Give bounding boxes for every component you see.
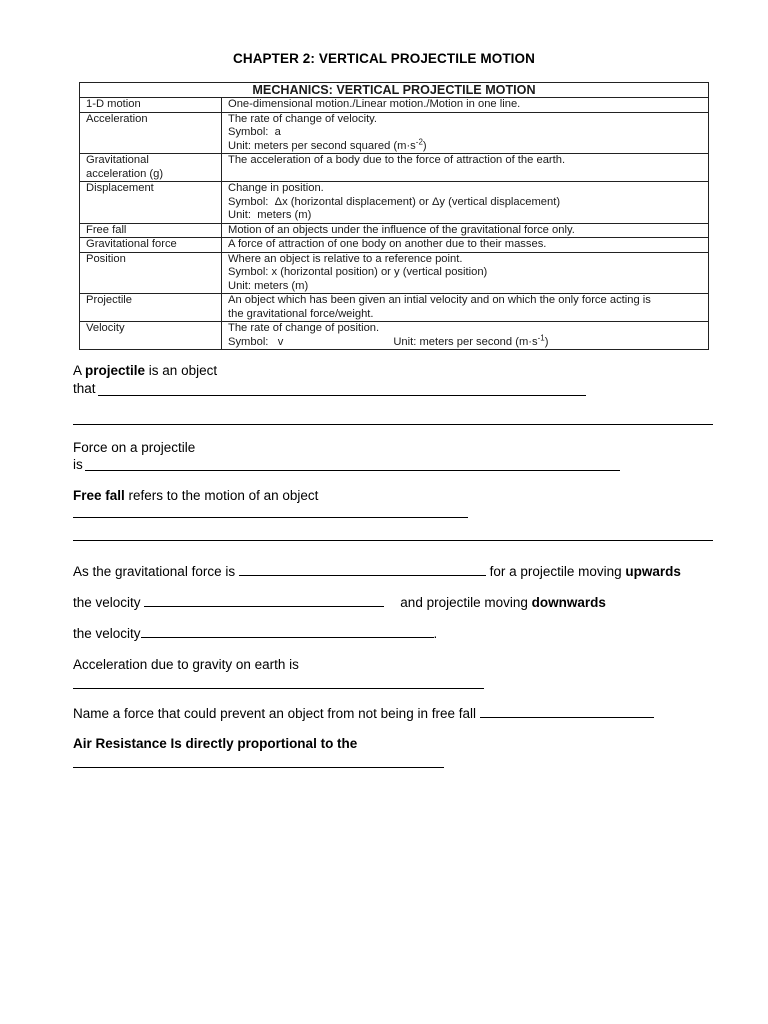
question-velocity: the velocity .: [73, 626, 438, 641]
term-cell: Gravitational acceleration (g): [80, 154, 222, 182]
question-prevent-free-fall: Name a force that could prevent an object from not being in free fall: [73, 705, 654, 722]
question-free-fall: Free fall refers to the motion of an object: [73, 488, 319, 503]
term-cell: Projectile: [80, 294, 222, 322]
question-velocity-downwards: the velocity and projectile moving downwards: [73, 595, 606, 610]
table-row: [80, 294, 709, 322]
question-air-resistance: Air Resistance Is directly proportional to the: [73, 736, 358, 751]
definition-cell: One-dimensional motion./Linear motion./Motion in one line.: [222, 98, 709, 113]
question-projectile: A projectile is an object: [73, 363, 218, 378]
question-projectile-that: that: [73, 381, 96, 396]
definition-cell: The rate of change of velocity. Symbol: a Unit: meters per second squared $(m\cdot s^{-2})$: [222, 112, 709, 154]
term-cell: Displacement: [80, 182, 222, 224]
table-row: [80, 252, 709, 294]
definition-cell: Change in position. Symbol: Δx (horizontal displacement) or Δy (vertical displacement) Unit: meters (m): [222, 182, 709, 224]
answer-blank[interactable]: [73, 688, 484, 689]
definition-cell: A force of attraction of one body on another due to their masses.: [222, 238, 709, 253]
term-cell: Acceleration: [80, 112, 222, 154]
definitions-table: [79, 82, 709, 350]
question-force: Force on a projectile: [73, 440, 196, 455]
definition-cell: An object which has been given an intial velocity and on which the only force acting is the gravitational force/weight.: [222, 294, 709, 322]
table-row: [80, 112, 709, 154]
definition-cell: The acceleration of a body due to the force of attraction of the earth.: [222, 154, 709, 182]
definition-cell: The rate of change of position. Symbol: v Unit: meters per second $(m\cdot s^{-1})$: [222, 322, 709, 350]
definition-cell: Where an object is relative to a reference point. Symbol: x (horizontal position) or y (vertical position) Unit: meters (m): [222, 252, 709, 294]
table-row: [80, 238, 709, 253]
table-row: [80, 322, 709, 350]
term-cell: 1-D motion: [80, 98, 222, 113]
answer-blank[interactable]: [73, 517, 468, 518]
answer-blank[interactable]: [98, 395, 586, 396]
question-gravity-upwards: As the gravitational force is for a projectile moving upwards: [73, 564, 681, 579]
table-row: [80, 154, 709, 182]
page-title: CHAPTER 2: VERTICAL PROJECTILE MOTION: [233, 51, 535, 66]
table-heading: MECHANICS: VERTICAL PROJECTILE MOTION: [80, 83, 709, 98]
table-row: [80, 98, 709, 113]
answer-blank[interactable]: [73, 424, 713, 425]
table-row: [80, 223, 709, 238]
term-cell: Free fall: [80, 223, 222, 238]
table-row: [80, 182, 709, 224]
term-cell: Velocity: [80, 322, 222, 350]
answer-blank[interactable]: [85, 470, 620, 471]
answer-blank[interactable]: [73, 767, 444, 768]
question-force-is: is: [73, 457, 83, 472]
term-cell: Position: [80, 252, 222, 294]
question-acceleration-gravity: Acceleration due to gravity on earth is: [73, 657, 299, 672]
answer-blank[interactable]: [73, 540, 713, 541]
definition-cell: Motion of an objects under the influence of the gravitational force only.: [222, 223, 709, 238]
term-cell: Gravitational force: [80, 238, 222, 253]
